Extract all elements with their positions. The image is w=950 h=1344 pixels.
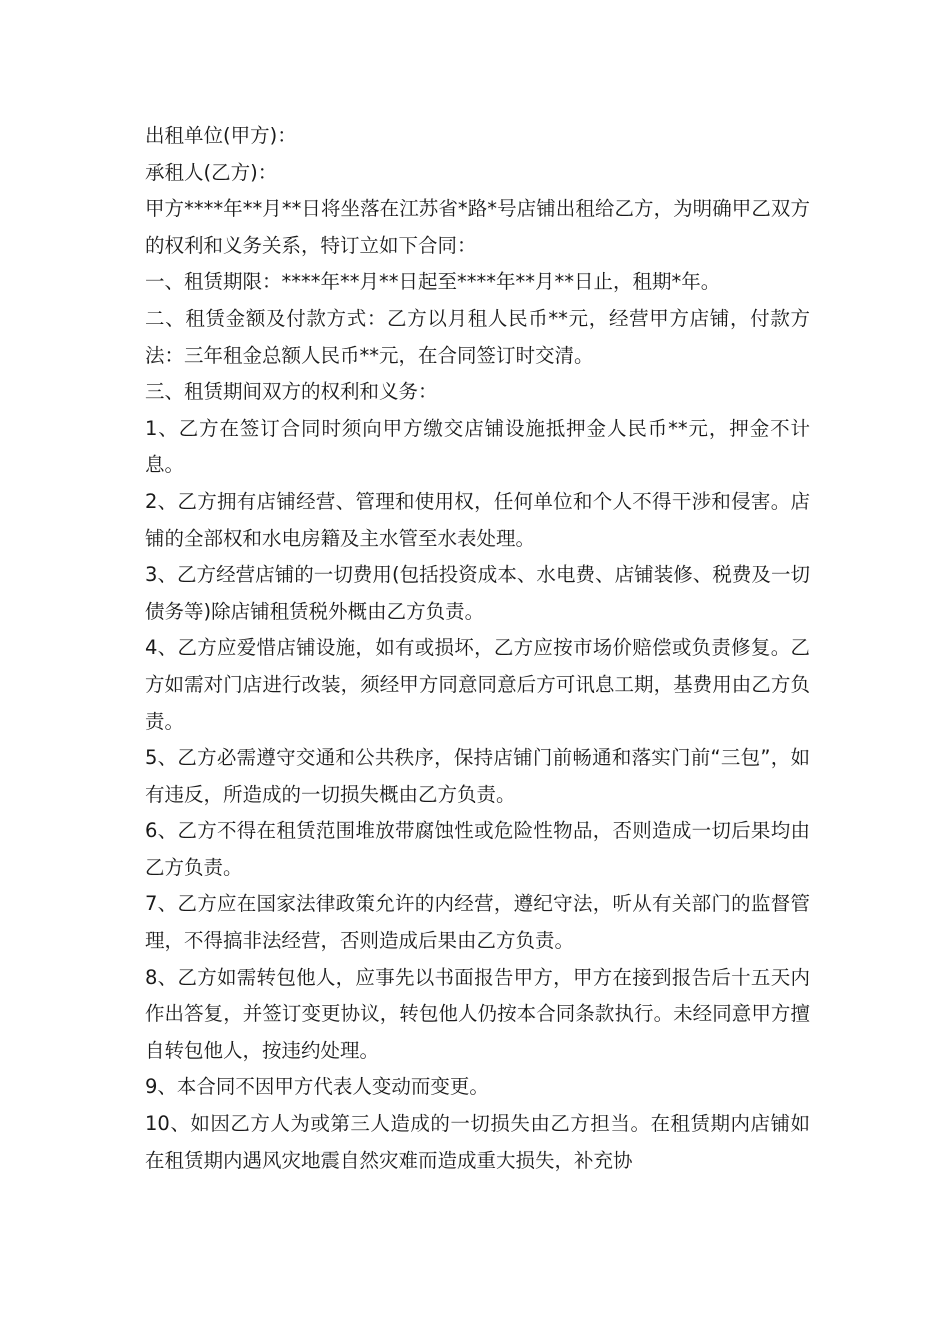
contract-body bbox=[145, 118, 810, 1179]
clause-item-6: 6、乙方不得在租赁范围堆放带腐蚀性或危险性物品，否则造成一切后果均由乙方负责。 bbox=[145, 819, 810, 879]
clause-item-9: 9、本合同不因甲方代表人变动而变更。 bbox=[145, 1075, 489, 1099]
clause-item-2: 2、乙方拥有店铺经营、管理和使用权，任何单位和个人不得干涉和侵害。店铺的全部权和水电房籍及主水管至水表处理。 bbox=[145, 489, 810, 550]
clause-item-4: 4、乙方应爱惜店铺设施，如有或损坏，乙方应按市场价赔偿或负责修复。乙方如需对门店进行改装，须经甲方同意同意后方可讯息工期，基费用由乙方负责。 bbox=[145, 636, 810, 733]
clause-item-3: 3、乙方经营店铺的一切费用(包括投资成本、水电费、店铺装修、税费及一切债务等)除店铺租赁税外概由乙方负责。 bbox=[145, 563, 810, 623]
lessor-line: 出租单位(甲方)： bbox=[145, 124, 297, 147]
clause-rent-payment: 二、租赁金额及付款方式：乙方以月租人民币**元，经营甲方店铺，付款方法：三年租金总额人民币**元，在合同签订时交清。 bbox=[145, 306, 810, 367]
preamble-paragraph: 甲方****年**月**日将坐落在江苏省*路*号店铺出租给乙方，为明确甲乙双方的权利和义务关系，特订立如下合同： bbox=[145, 197, 810, 257]
clause-rights-heading: 三、租赁期间双方的权利和义务： bbox=[145, 380, 438, 404]
clause-item-10: 10、如因乙方人为或第三人造成的一切损失由乙方担当。在租赁期内店铺如在租赁期内遇风灾地震自然灾难而造成重大损失，补充协 bbox=[145, 1112, 810, 1172]
clause-item-7: 7、乙方应在国家法律政策允许的内经营，遵纪守法，听从有关部门的监督管理，不得搞非法经营，否则造成后果由乙方负责。 bbox=[145, 892, 810, 953]
lessee-line: 承租人(乙方)： bbox=[145, 160, 278, 184]
clause-item-1: 1、乙方在签订合同时须向甲方缴交店铺设施抵押金人民币**元，押金不计息。 bbox=[145, 416, 810, 477]
clause-item-8: 8、乙方如需转包他人，应事先以书面报告甲方，甲方在接到报告后十五天内作出答复，并签订变更协议，转包他人仍按本合同条款执行。未经同意甲方擅自转包他人，按违约处理。 bbox=[145, 965, 810, 1062]
clause-lease-term: 一、租赁期限：****年**月**日起至****年**月**日止，租期*年。 bbox=[145, 270, 721, 294]
clause-item-5: 5、乙方必需遵守交通和公共秩序，保持店铺门前畅通和落实门前“三包”，如有违反，所造成的一切损失概由乙方负责。 bbox=[145, 746, 810, 806]
